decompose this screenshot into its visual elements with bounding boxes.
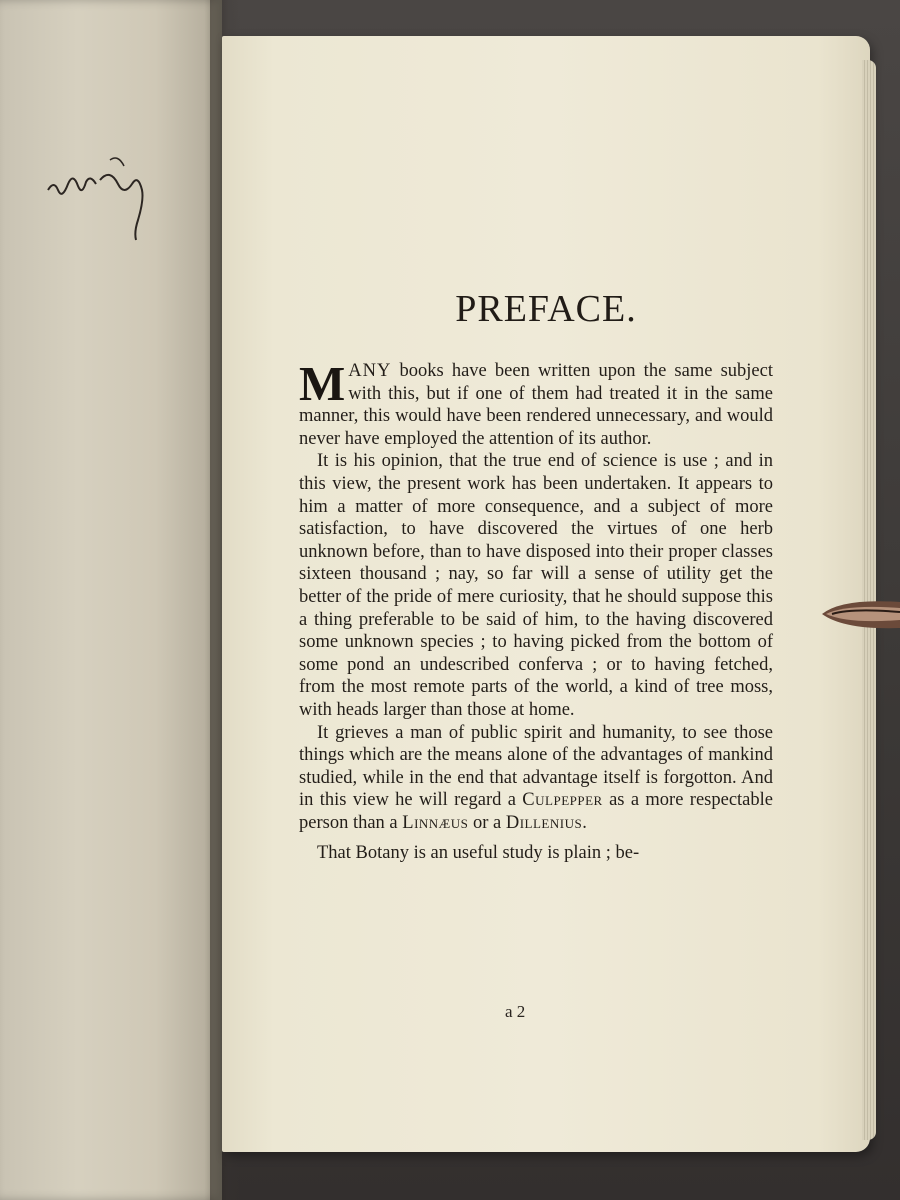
- first-word-rest: ANY: [348, 361, 392, 381]
- page-title: PREFACE.: [455, 288, 637, 331]
- bookmark-ribbon: [822, 594, 900, 634]
- paragraph-1-text: books have been written upon the same subject with this, but if one of them had treated it in the same manner, this would have been rendered unnecessary, and would never have employed the attention of its author.: [299, 361, 773, 449]
- paragraph-3: [299, 722, 773, 835]
- paragraph-3-text-b: as a more respectable person than a: [299, 790, 773, 833]
- name-culpepper: Culpepper: [522, 790, 603, 811]
- drop-cap: M: [299, 356, 346, 411]
- paragraph-3-text-c: or a: [468, 812, 506, 833]
- paragraph-3-text-d: .: [582, 812, 587, 833]
- signature-mark: a 2: [505, 1002, 526, 1021]
- paragraph-2: It is his opinion, that the true end of science is use ; and in this view, the present work has been undertaken. It appears to him a matter of more consequence, and a subject of more satisfaction, to have discovered the virtues of one herb unknown before, than to have disposed into their proper classes sixteen thousand ; nay, so far will a sense of utility get the better of the pride of mere curiosity, that he should suppose this a thing preferable to be said of him, to the having discovered some unknown species ; to having picked from the bottom of some pond an undescribed conferva ; or to having fetched, from the most remote parts of the world, a kind of tree moss, with heads larger than those at home.: [299, 451, 773, 720]
- left-page: [0, 0, 222, 1200]
- preface-body: [299, 356, 773, 865]
- name-linnaeus: Linnæus: [402, 812, 469, 833]
- handwritten-signature: [40, 150, 150, 260]
- name-dillenius: Dillenius: [505, 812, 583, 833]
- paragraph-1: [299, 356, 773, 450]
- paragraph-3-text-a: It grieves a man of public spirit and humanity, to see those things which are the means alone of the advantages of mankind studied, while in the end that advantage itself is forgotton. And in this view he will regard a: [299, 722, 773, 811]
- paragraph-4: That Botany is an useful study is plain ; be-: [317, 843, 640, 864]
